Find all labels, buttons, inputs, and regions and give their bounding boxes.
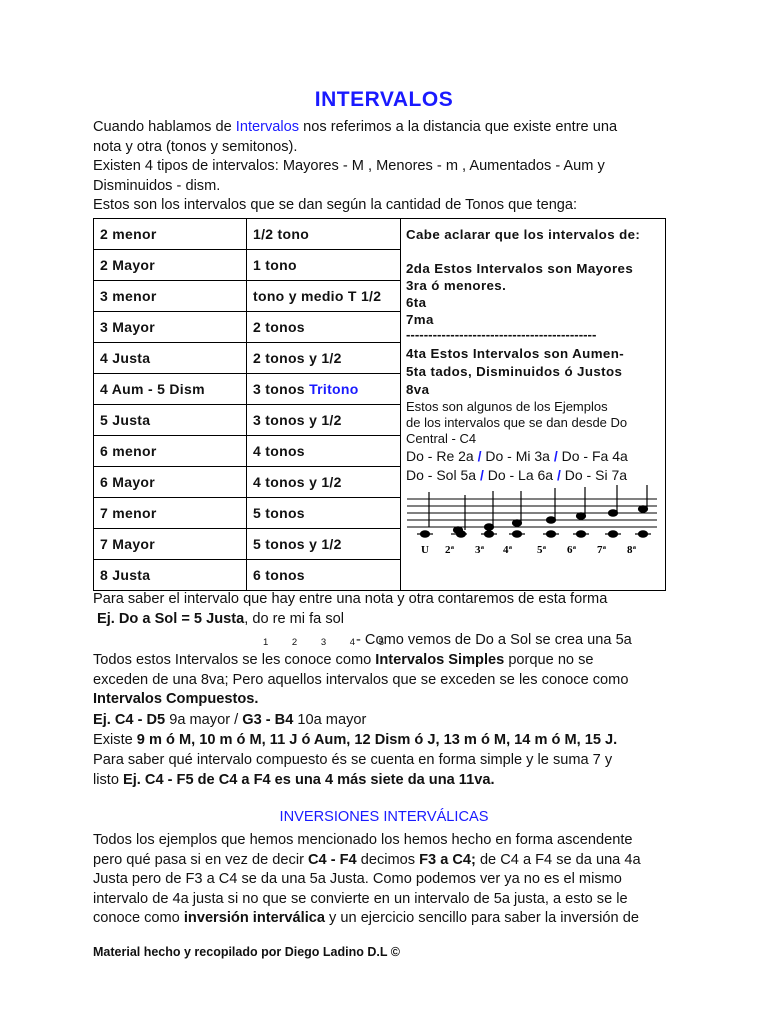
interval-cell: 4 Aum - 5 Dism: [94, 374, 247, 405]
interval-cell: 4 Justa: [94, 343, 247, 374]
tones-cell: 5 tonos y 1/2: [247, 529, 401, 560]
body-line: listo Ej. C4 - F5 de C4 a F4 es una 4 más siete da una 11va.: [93, 772, 495, 788]
example-intervals-line-1: Do - Re 2a / Do - Mi 3a / Do - Fa 4a: [406, 448, 628, 464]
side-line: 2da Estos Intervalos son Mayores: [406, 261, 634, 276]
interval-cell: 3 Mayor: [94, 312, 247, 343]
intervals-table: [93, 218, 666, 591]
intro-paragraph-1: [93, 118, 683, 157]
interval-cell: 6 Mayor: [94, 467, 247, 498]
staff-label: 7ª: [597, 544, 607, 556]
side-divider: -------------------------------------------: [406, 327, 597, 342]
slash-separator: /: [479, 467, 484, 483]
tones-cell: 4 tonos y 1/2: [247, 467, 401, 498]
side-line: 3ra ó menores.: [406, 278, 507, 293]
tones-cell: 3 tonos Tritono: [247, 374, 401, 405]
side-heading: Cabe aclarar que los intervalos de:: [406, 227, 641, 242]
tones-cell: 5 tonos: [247, 498, 401, 529]
body-line: - Como vemos de Do a Sol se crea una 5a: [356, 632, 632, 648]
tones-cell: 2 tonos y 1/2: [247, 343, 401, 374]
example-line: Estos son algunos de los Ejemplos: [406, 399, 608, 414]
interval-cell: 8 Justa: [94, 560, 247, 591]
note-head: [485, 524, 494, 530]
body-line: Ej. C4 - D5 9a mayor / G3 - B4 10a mayor: [93, 712, 367, 728]
intro-text: nos referimos a la distancia que existe entre una: [299, 119, 618, 135]
example-intervals-line-2: Do - Sol 5a / Do - La 6a / Do - Si 7a: [406, 467, 628, 483]
music-staff-figure: [407, 485, 659, 559]
page-title: INTERVALOS: [314, 88, 454, 111]
side-line: 8va: [406, 382, 430, 397]
intervalos-link[interactable]: Intervalos: [235, 119, 300, 135]
table-row: [94, 219, 666, 250]
note-head: [577, 513, 586, 519]
note-head: [609, 510, 618, 516]
side-note-cell: [401, 219, 666, 591]
body-paragraph: Todos estos Intervalos se les conoce como Intervalos Simples porque no se exceden de una 8va; Pero aquellos intervalos que se exceden se les conoce como Intervalos Compuestos.: [93, 652, 629, 707]
staff-label: 3ª: [475, 544, 485, 556]
side-line: 6ta: [406, 295, 427, 310]
tritono-label: Tritono: [309, 381, 359, 397]
intro-paragraph-2: [93, 157, 683, 196]
footer-credit: Material hecho y recopilado por Diego Ladino D.L ©: [93, 945, 400, 959]
intro-text: Existen 4 tipos de intervalos: Mayores - M , Menores - m , Aumentados - Aum y: [93, 158, 605, 174]
tones-cell: 1 tono: [247, 250, 401, 281]
body-line: Para saber el intervalo que hay entre una nota y otra contaremos de esta forma: [93, 591, 608, 607]
note-head: [639, 506, 648, 512]
note-head: [421, 531, 430, 537]
count-numbers: 1 2 3 4 5: [263, 637, 395, 648]
interval-cell: 3 menor: [94, 281, 247, 312]
intro-text: Cuando hablamos de: [93, 119, 236, 135]
intro-text: Disminuidos - dism.: [93, 177, 221, 194]
staff-label: 4ª: [503, 544, 513, 556]
staff-label: 8ª: [627, 544, 637, 556]
interval-cell: 2 menor: [94, 219, 247, 250]
side-line: 5ta tados, Disminuidos ó Justos: [406, 364, 623, 379]
tones-cell: 1/2 tono: [247, 219, 401, 250]
staff-lines: [407, 499, 657, 527]
tones-cell: 2 tonos: [247, 312, 401, 343]
side-line: 7ma: [406, 312, 434, 327]
staff-label: U: [421, 544, 430, 556]
tones-cell: 6 tonos: [247, 560, 401, 591]
staff-label: 6ª: [567, 544, 577, 556]
interval-cell: 7 menor: [94, 498, 247, 529]
staff-label: 2ª: [445, 544, 455, 556]
body-line: Para saber qué intervalo compuesto és se cuenta en forma simple y le suma 7 y: [93, 752, 613, 768]
tones-cell: tono y medio T 1/2: [247, 281, 401, 312]
staff-label: 5ª: [537, 544, 547, 556]
tones-cell: 3 tonos y 1/2: [247, 405, 401, 436]
example-line: Central - C4: [406, 431, 477, 446]
note-head: [547, 517, 556, 523]
inversion-paragraph: Todos los ejemplos que hemos mencionado los hemos hecho en forma ascendente pero qué pasa si en vez de decir C4 - F4 decimos F3 a C4; de C4 a F4 se da una 4a Justa pero de F3 a C4 se da una 5a Justa. Como podemos ver ya no es el mismo intervalo de 4a justa si no que se convierte en un intervalo de 5a justa, a esto se le conoce como inversión interválica y un ejercicio sencillo para saber la inversión de: [93, 832, 641, 926]
tones-cell: 4 tonos: [247, 436, 401, 467]
example-line: de los intervalos que se dan desde Do: [406, 415, 628, 430]
interval-cell: 6 menor: [94, 436, 247, 467]
slash-separator: /: [477, 448, 482, 464]
interval-cell: 7 Mayor: [94, 529, 247, 560]
interval-cell: 5 Justa: [94, 405, 247, 436]
body-example-line: Ej. Do a Sol = 5 Justa, do re mi fa sol: [97, 611, 344, 627]
slash-separator: /: [553, 448, 558, 464]
side-line: 4ta Estos Intervalos son Aumen-: [406, 346, 625, 361]
slash-separator: /: [556, 467, 561, 483]
note-head: [513, 520, 522, 526]
intro-text: nota y otra (tonos y semitonos).: [93, 138, 298, 155]
interval-cell: 2 Mayor: [94, 250, 247, 281]
body-line: Existe 9 m ó M, 10 m ó M, 11 J ó Aum, 12 Dism ó J, 13 m ó M, 14 m ó M, 15 J.: [93, 732, 618, 748]
intro-paragraph-3: Estos son los intervalos que se dan según la cantidad de Tonos que tenga:: [93, 197, 578, 213]
section-subtitle: INVERSIONES INTERVÁLICAS: [279, 809, 489, 825]
